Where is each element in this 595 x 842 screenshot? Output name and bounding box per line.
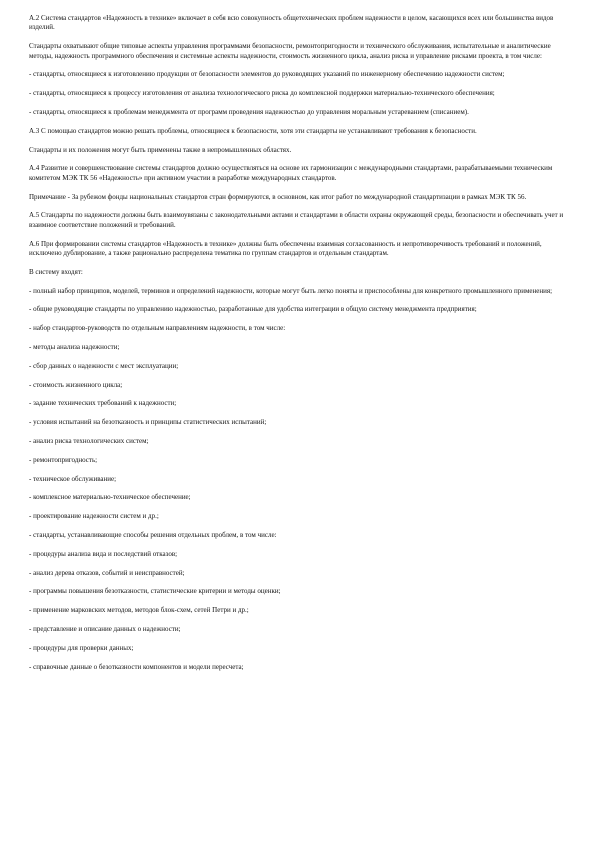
list-item: - полный набор принципов, моделей, терминов и определений надежности, которые могут быть легко поняты и приспособлены для конкретного промышленного применения; xyxy=(29,286,553,295)
list-item: - программы повышения безотказности, статистические критерии и методы оценки; xyxy=(29,587,281,596)
list-item: - стоимость жизненного цикла; xyxy=(29,380,123,389)
list-item: - анализ дерева отказов, событий и неисправностей; xyxy=(29,568,185,577)
list-item: - методы анализа надежности; xyxy=(29,342,120,351)
list-item: - применение марковских методов, методов блок-схем, сетей Петри и др.; xyxy=(29,606,249,615)
paragraph-a3: А.3 С помощью стандартов можно решать проблемы, относящиеся к безопасности, хотя эти стандарты не устанавливают требования к безопасности. xyxy=(29,126,477,135)
note-paragraph: Примечание - За рубежом фонды национальных стандартов стран формируются, в основном, как итог работ по международной стандартизации в рамках МЭК ТК 56. xyxy=(29,192,527,201)
paragraph-a2: А.2 Система стандартов «Надежность в технике» включает в себя всю совокупность общетехнических проблем надежности в целом, касающихся всех или большинства видов изделий. xyxy=(29,14,554,32)
paragraph-standards-scope: Стандарты охватывают общие типовые аспекты управления программами безопасности, ремонтопригодности и технического обслуживания, испытательные и аналитические методы, надежность программного обеспечения и системные аспекты надежности, стоимость жизненного цикла, анализ риска и управление рисками проекта, в том числе: xyxy=(29,42,551,60)
list-item: - стандарты, устанавливающие способы решения отдельных проблем, в том числе: xyxy=(29,530,277,539)
list-item: - сбор данных о надежности с мест эксплуатации; xyxy=(29,361,179,370)
list-item: - техническое обслуживание; xyxy=(29,474,117,483)
list-item: - набор стандартов-руководств по отдельным направлениям надежности, в том числе: xyxy=(29,324,286,333)
paragraph-nonindustrial: Стандарты и их положения могут быть применены также в непромышленных областях. xyxy=(29,145,292,154)
list-item: - ремонтопригодность; xyxy=(29,455,98,464)
paragraph-a5: А.5 Стандарты по надежности должны быть взаимоувязаны с законодательными актами и стандартами в области охраны окружающей среды, безопасности и обеспечивать учет и взаимное соответствие положений и требований. xyxy=(29,211,564,229)
list-item: - процедуры анализа вида и последствий отказов; xyxy=(29,549,178,558)
list-item: - стандарты, относящиеся к проблемам менеджмента от программ проведения надежностью до управления моральным устареванием (списанием). xyxy=(29,108,469,116)
list-item: - стандарты, относящиеся к процессу изготовления от анализа технологического риска до комплексной поддержки материально-технического обеспечения; xyxy=(29,89,495,98)
list-item: - комплексное материально-техническое обеспечение; xyxy=(29,493,191,502)
list-item: - условия испытаний на безотказность и принципы статистических испытаний; xyxy=(29,418,267,427)
list-item: - стандарты, относящиеся к изготовлению продукции от безопасности элементов до руководящих указаний по инженерному обеспечению надежности систем; xyxy=(29,70,505,79)
paragraph-system-includes: В систему входят: xyxy=(29,267,83,276)
paragraph-a4: А.4 Развитие и совершенствование системы стандартов должно осуществляться на основе их гармонизации с международными стандартами, разрабатываемыми техническим комитетом МЭК ТК 56 «Надежность» при активном участии в разработке международных стандартов. xyxy=(29,164,553,182)
document-page xyxy=(29,14,567,672)
list-item: - процедуры для проверки данных; xyxy=(29,643,134,652)
list-item: - представление и описание данных о надежности; xyxy=(29,624,181,633)
list-item: - анализ риска технологических систем; xyxy=(29,436,149,445)
paragraph-a6: А.6 При формировании системы стандартов «Надежность в технике» должны быть обеспечены взаимная согласованность и непротиворечивость требований и положений, исключено дублирование, а также рационально распределена тематика по группам стандартов и отдельным стандартам. xyxy=(29,239,542,257)
list-item: - справочные данные о безотказности компонентов и модели пересчета; xyxy=(29,662,244,671)
list-item: - задание технических требований к надежности; xyxy=(29,399,177,408)
list-item: - общие руководящие стандарты по управлению надежностью, разработанные для удобства интеграции в общую систему менеджмента предприятия; xyxy=(29,305,477,314)
list-item: - проектирование надежности систем и др.; xyxy=(29,512,159,521)
